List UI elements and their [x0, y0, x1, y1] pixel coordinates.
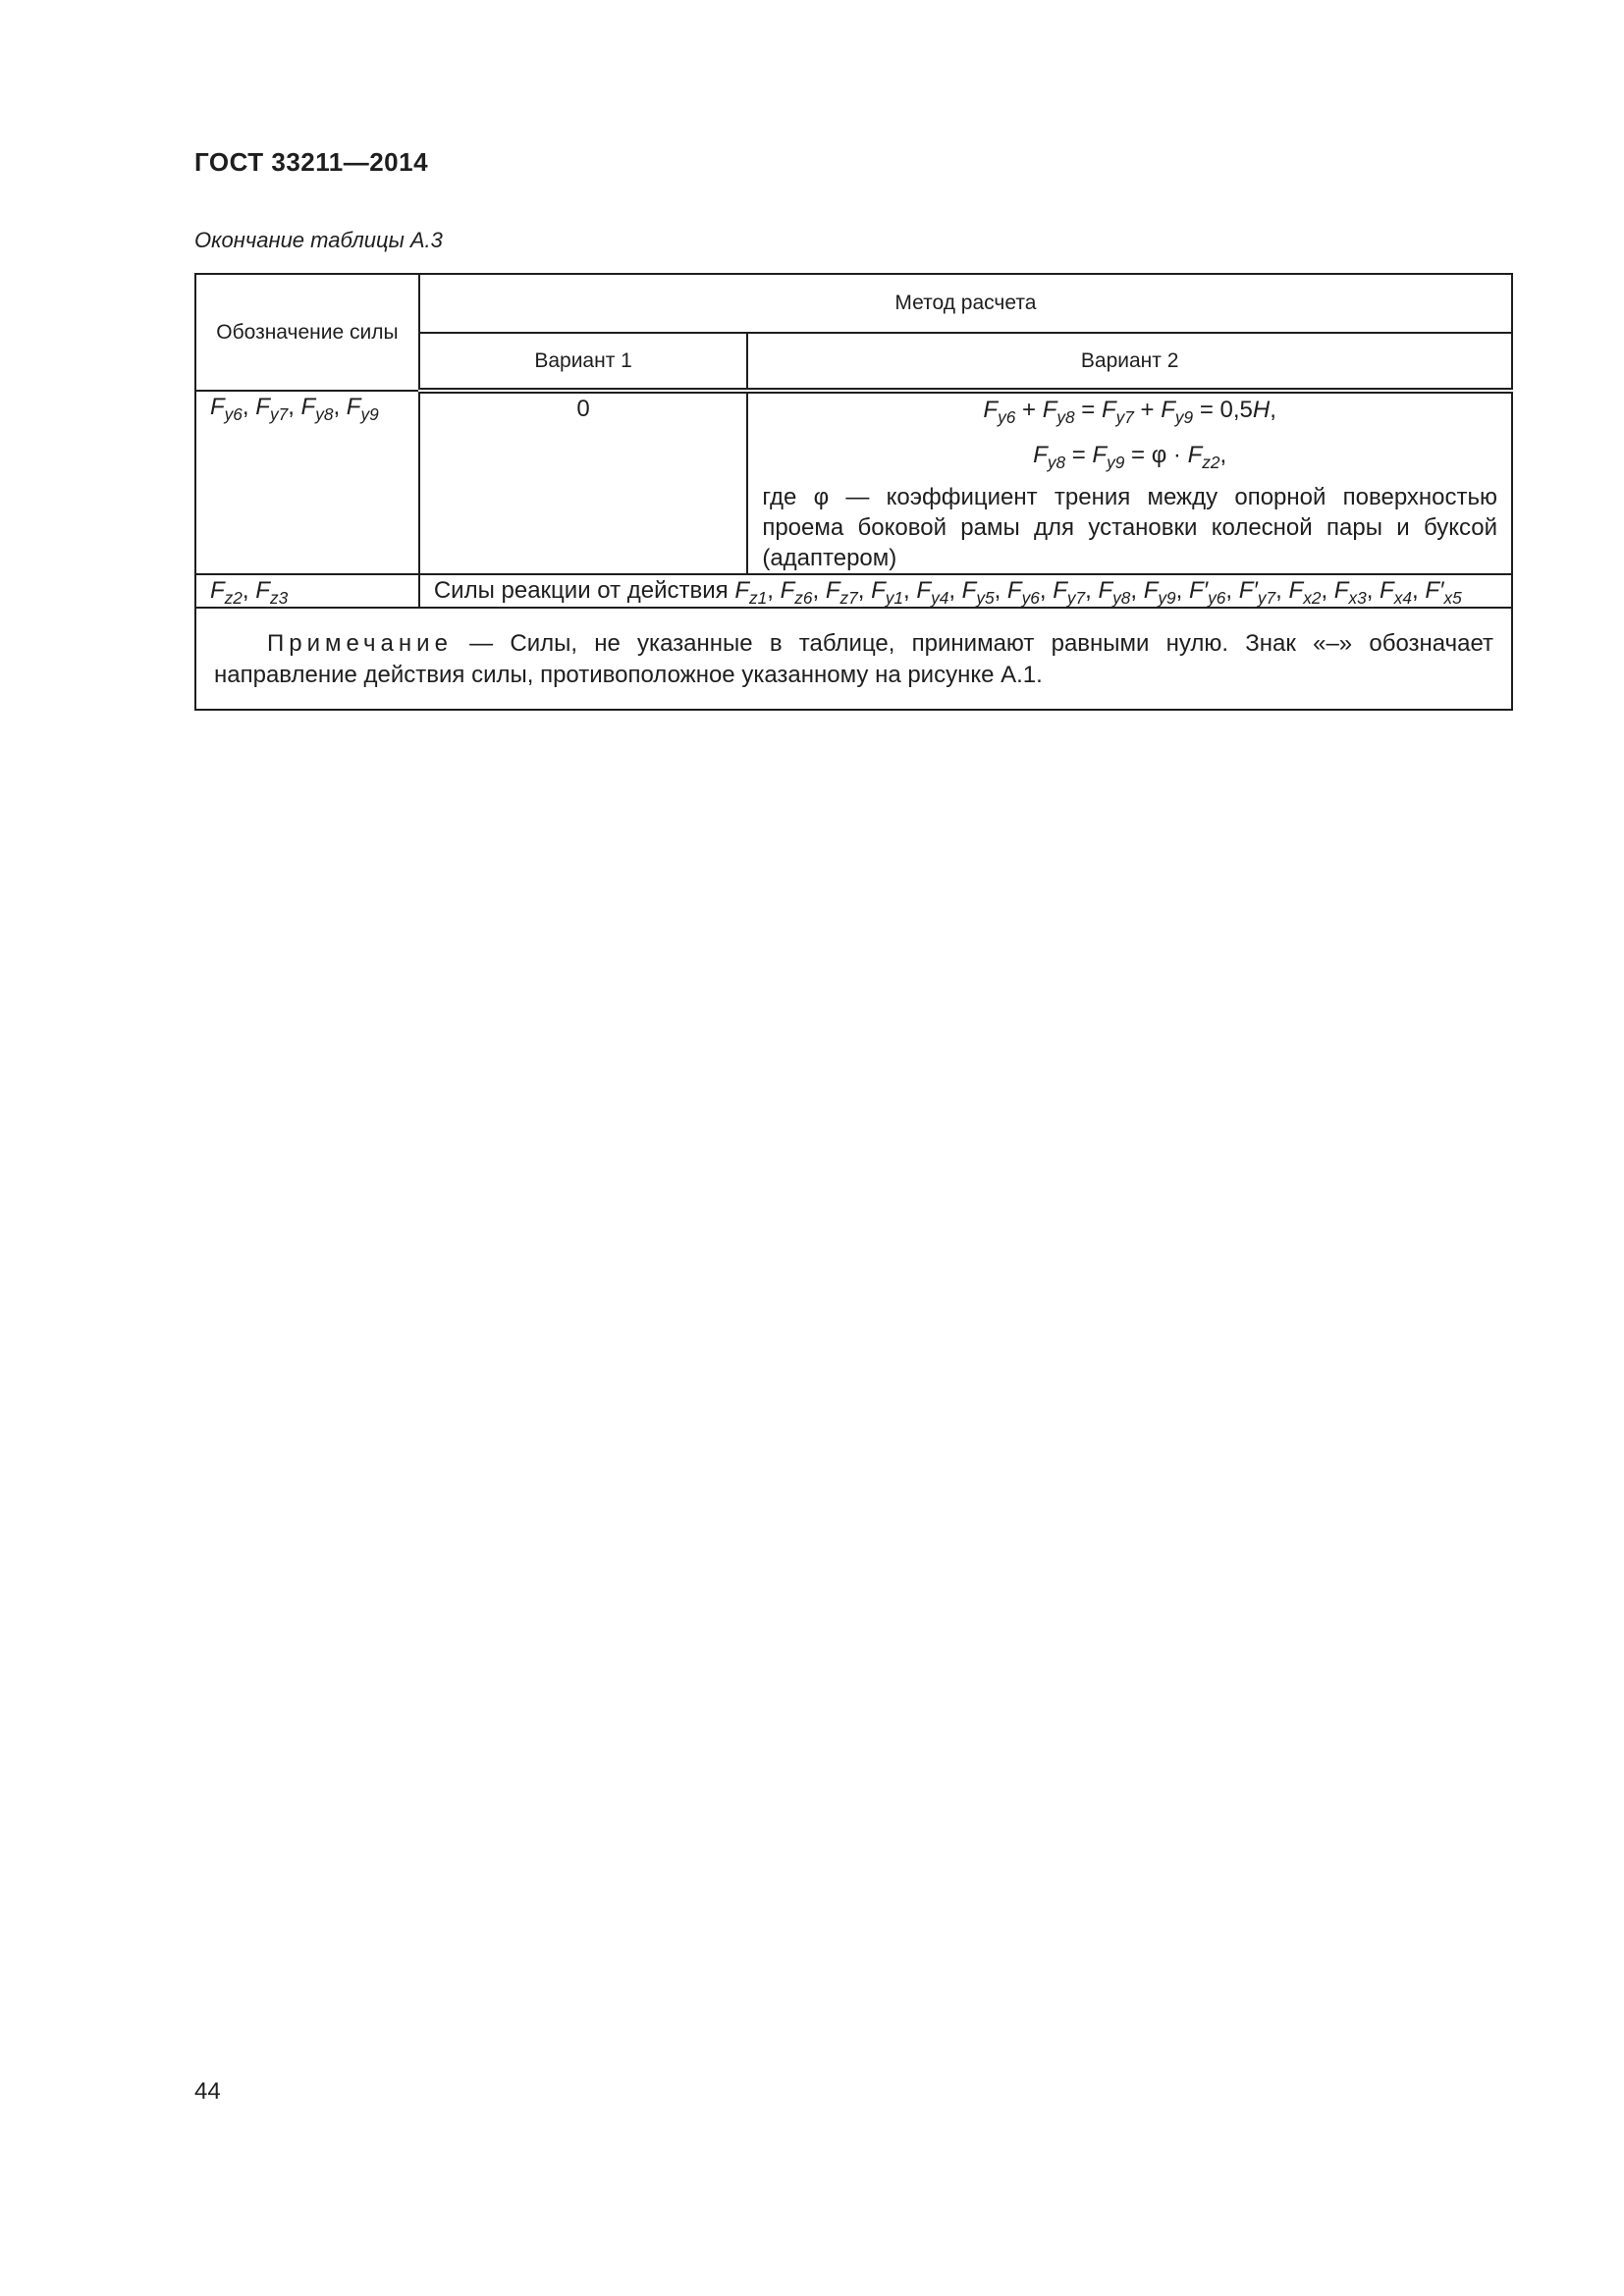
force-symbols: $F_{z2}$, $F_{z3}$ [210, 577, 289, 609]
table-caption: Окончание таблицы А.3 [194, 228, 443, 252]
reaction-forces-cell [419, 574, 1512, 608]
page-number: 44 [194, 2078, 221, 2105]
friction-explanation: где φ — коэффициент трения между опорной поверхностью проема боковой рамы для установки колесной пары и буксой (адаптером) [762, 484, 1497, 571]
table-note [195, 608, 1512, 710]
table-row [195, 574, 1512, 608]
formula-friction: $F_{y8} = F_{y9} = \varphi \cdot F_{z2}$, [1033, 442, 1227, 473]
note-label: Примечание [267, 630, 453, 657]
reaction-forces-text: Силы реакции от действия $F_{z1}$, $F_{z6}$, $F_{z7}$, $F_{y1}$, $F_{y4}$, $F_{y5}$, $F_{y6}$, $F_{y7}$, $F_{y8}$, $F_{y9}$, $F'_{y6}$, $F'_{y7}$, $F_{x2}$, $F_{x3}$, $F_{x4}$, $F'_{x5}$ [433, 577, 1462, 609]
variant-1-value: 0 [419, 391, 747, 574]
document-header: ГОСТ 33211—2014 [194, 147, 429, 177]
force-symbols-cell [195, 391, 419, 574]
header-calculation-method: Метод расчета [419, 274, 1512, 333]
variant-2-cell [747, 391, 1512, 574]
force-symbols: $F_{y6}$, $F_{y7}$, $F_{y8}$, $F_{y9}$ [210, 394, 379, 425]
note-text: — Силы, не указанные в таблице, принимают равными нулю. Знак «–» обозначает направление действия силы, противоположное указанному на рисунке А.1. [214, 630, 1493, 688]
forces-table [194, 273, 1513, 711]
header-variant-2: Вариант 2 [747, 333, 1512, 391]
header-variant-1: Вариант 1 [419, 333, 747, 391]
header-force-symbol: Обозначение силы [195, 274, 419, 391]
table-row [195, 391, 1512, 574]
force-symbols-cell [195, 574, 419, 608]
table-row [195, 608, 1512, 710]
formula-sum: $F_{y6} + F_{y8} = F_{y7} + F_{y9} = 0,5H$, [983, 397, 1276, 428]
